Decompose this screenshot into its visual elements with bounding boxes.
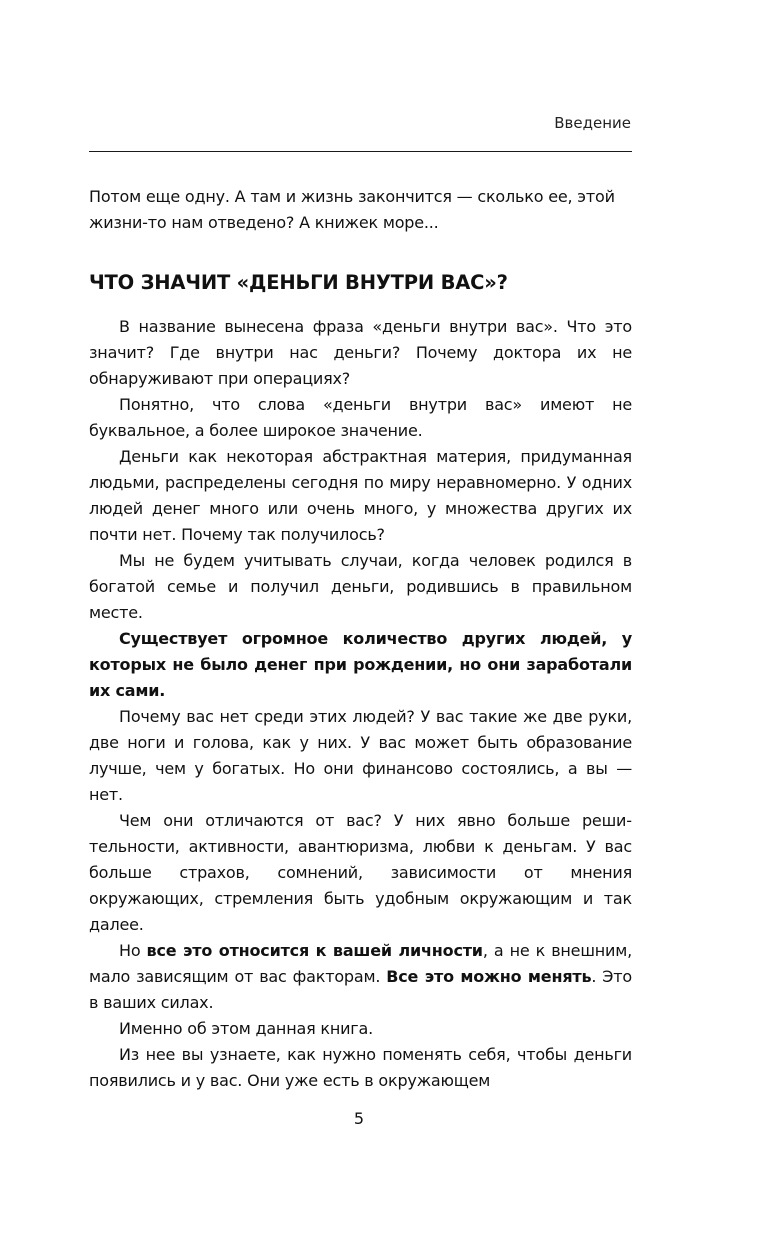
- intro-paragraph: Потом еще одну. А там и жизнь закончится — сколько ее, этой жизни-то нам отведено? А книжек море...: [89, 187, 615, 232]
- paragraph-5-bold: Существует огромное количество других людей, у которых не было денег при рождении, но они заработали их сами.: [89, 629, 632, 700]
- section-title: ЧТО ЗНАЧИТ «ДЕНЬГИ ВНУТРИ ВАС»?: [89, 271, 508, 294]
- paragraph-8-text-1: Но: [119, 941, 147, 960]
- paragraph-6: Почему вас нет среди этих людей? У вас такие же две руки, две ноги и голова, как у них. У вас может быть образование лучше, чем у богатых. Но они финансово состоялись, а вы — нет.: [89, 707, 632, 804]
- paragraph-9: Именно об этом данная книга.: [119, 1019, 373, 1038]
- header-rule: [89, 151, 632, 152]
- running-header: Введение: [554, 114, 631, 132]
- body-text: [89, 314, 632, 1094]
- paragraph-1: В название вынесена фраза «деньги внутри вас». Что это значит? Где внутри нас деньги? Почему доктора их не обнаруживают при операциях?: [89, 317, 632, 388]
- paragraph-8-emphasis-1: все это относится к вашей личности: [146, 941, 483, 960]
- paragraph-8: [89, 938, 632, 1016]
- paragraph-8-text-3: . Это в ваших силах.: [89, 967, 632, 1012]
- paragraph-10: Из нее вы узнаете, как нужно поменять себя, чтобы деньги появились и у вас. Они уже есть в окружающем: [89, 1045, 632, 1090]
- paragraph-8-emphasis-2: Все это можно менять: [386, 967, 592, 986]
- intro-block: [89, 184, 632, 236]
- paragraph-7: Чем они отличаются от вас? У них явно больше решительности, активности, авантюризма, любви к деньгам. У вас больше страхов, сомнений, зависимости от мнения окружающих, стремления быть удобным окружающим и так далее.: [89, 811, 632, 934]
- paragraph-2: Понятно, что слова «деньги внутри вас» имеют не буквальное, а более широкое значение.: [89, 395, 632, 440]
- paragraph-8-text-2: , а не к внешним, мало зависящим от вас факторам.: [89, 941, 632, 986]
- paragraph-4: Мы не будем учитывать случаи, когда человек родился в богатой семье и получил деньги, родившись в правильном месте.: [89, 551, 632, 622]
- paragraph-3: Деньги как некоторая абстрактная материя, придуманная людьми, распределены сегодня по миру неравномерно. У одних людей денег много или очень много, у множества других их почти нет. Почему так получилось?: [89, 447, 632, 544]
- page-number: 5: [353, 1109, 365, 1128]
